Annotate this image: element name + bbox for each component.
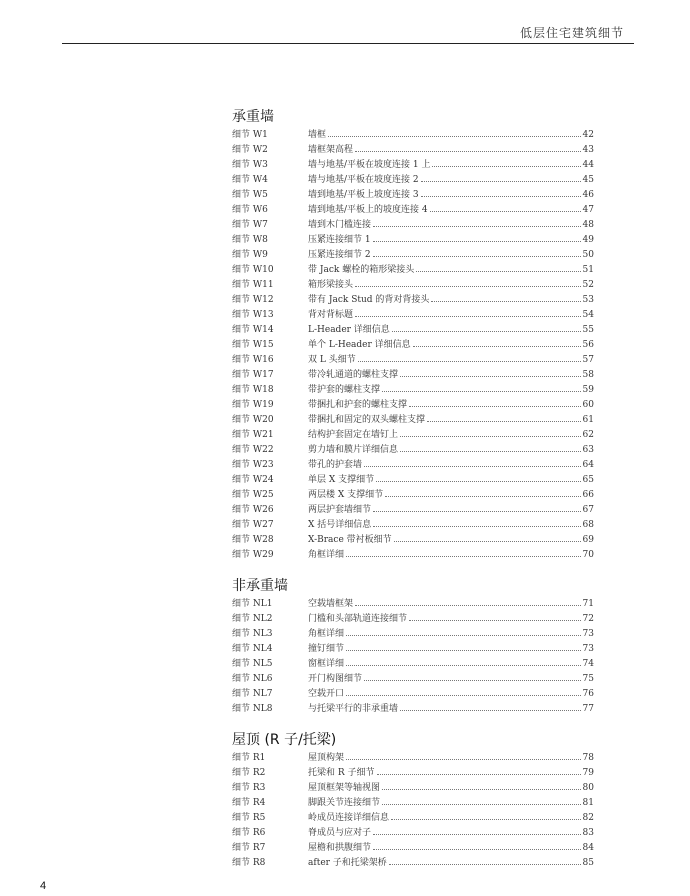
- entry-code: 细节 W18: [232, 385, 274, 395]
- dot-leader: [382, 390, 581, 392]
- entry-title: 背对背标题: [308, 310, 354, 320]
- entry-code: 细节 W8: [232, 235, 268, 245]
- entry-leader: [308, 308, 594, 323]
- dot-leader: [373, 255, 581, 257]
- dot-leader: [373, 240, 581, 242]
- entry-code: 细节 W5: [232, 190, 268, 200]
- dot-leader: [373, 833, 581, 835]
- entry-page-number: 58: [582, 370, 594, 380]
- dot-leader: [400, 375, 581, 377]
- entry-title: X 括号详细信息: [308, 520, 372, 530]
- entry-leader: [308, 642, 594, 657]
- entry-page-number: 73: [582, 644, 594, 654]
- entry-leader: [308, 218, 594, 233]
- toc-entry[interactable]: [232, 293, 594, 308]
- entry-page-number: 79: [582, 768, 594, 778]
- entry-code: 细节 R8: [232, 858, 266, 868]
- entry-code: 细节 NL3: [232, 629, 273, 639]
- entry-leader: [308, 128, 594, 143]
- entry-code: 细节 W6: [232, 205, 268, 215]
- entry-title: 岭成员连接详细信息: [308, 813, 390, 823]
- toc-entry[interactable]: [232, 308, 594, 323]
- dot-leader: [430, 210, 581, 212]
- entry-page-number: 62: [582, 430, 594, 440]
- toc-entry[interactable]: [232, 811, 594, 826]
- entry-leader: [308, 702, 594, 717]
- entry-code: 细节 W15: [232, 340, 274, 350]
- entry-code: 细节 R4: [232, 798, 266, 808]
- dot-leader: [373, 525, 580, 527]
- entry-page-number: 72: [582, 614, 594, 624]
- entry-leader: [308, 248, 594, 263]
- toc-entry[interactable]: [232, 383, 594, 398]
- entry-title: 压紧连接细节 1: [308, 235, 371, 245]
- entry-title: L-Header 详细信息: [308, 325, 390, 335]
- entry-code: 细节 NL8: [232, 704, 273, 714]
- page-number: 4: [40, 880, 47, 892]
- entry-code: 细节 R7: [232, 843, 266, 853]
- toc-entry[interactable]: [232, 443, 594, 458]
- entry-page-number: 64: [582, 460, 594, 470]
- toc-entry[interactable]: [232, 687, 594, 702]
- toc-entry[interactable]: [232, 368, 594, 383]
- entry-page-number: 65: [582, 475, 594, 485]
- dot-leader: [346, 664, 581, 666]
- entry-code: 细节 W13: [232, 310, 274, 320]
- entry-leader: [308, 627, 594, 642]
- dot-leader: [328, 135, 581, 137]
- toc-entry[interactable]: [232, 856, 594, 871]
- entry-page-number: 48: [582, 220, 594, 230]
- toc-entry[interactable]: [232, 533, 594, 548]
- entry-page-number: 80: [582, 783, 594, 793]
- entry-leader: [308, 143, 594, 158]
- toc-entry[interactable]: [232, 657, 594, 672]
- dot-leader: [346, 649, 581, 651]
- entry-code: 细节 W9: [232, 250, 268, 260]
- entry-leader: [308, 811, 594, 826]
- entry-leader: [308, 473, 594, 488]
- entry-title: 窗框详细: [308, 659, 345, 669]
- entry-title: X-Brace 带衬板细节: [308, 535, 392, 545]
- entry-title: 带捆扎和固定的双头螺柱支撑: [308, 415, 426, 425]
- entry-code: 细节 W7: [232, 220, 268, 230]
- running-header: [0, 0, 690, 48]
- entry-leader: [308, 293, 594, 308]
- toc-entry[interactable]: [232, 488, 594, 503]
- entry-page-number: 71: [582, 599, 594, 609]
- dot-leader: [392, 330, 581, 332]
- entry-code: 细节 W14: [232, 325, 274, 335]
- entry-page-number: 68: [582, 520, 594, 530]
- entry-title: 空载开口: [308, 689, 345, 699]
- dot-leader: [377, 773, 581, 775]
- toc-entry[interactable]: [232, 248, 594, 263]
- entry-title: 带有 Jack Stud 的背对背接头: [308, 295, 430, 305]
- toc-entry[interactable]: [232, 751, 594, 766]
- toc-entry[interactable]: [232, 218, 594, 233]
- entry-title: 墙与地基/平板在坡度连接 2: [308, 175, 419, 185]
- toc-entry[interactable]: [232, 473, 594, 488]
- toc-entry[interactable]: [232, 353, 594, 368]
- entry-page-number: 78: [582, 753, 594, 763]
- dot-leader: [355, 315, 581, 317]
- entry-leader: [308, 398, 594, 413]
- entry-page-number: 55: [582, 325, 594, 335]
- entry-page-number: 77: [582, 704, 594, 714]
- entry-leader: [308, 203, 594, 218]
- dot-leader: [346, 555, 581, 557]
- entry-page-number: 83: [582, 828, 594, 838]
- entry-title: 屋檐和拱腹细节: [308, 843, 372, 853]
- entry-title: 脚跟关节连接细节: [308, 798, 381, 808]
- entry-page-number: 60: [582, 400, 594, 410]
- toc-entry[interactable]: [232, 672, 594, 687]
- entry-title: 两层楼 X 支撑细节: [308, 490, 384, 500]
- entry-leader: [308, 278, 594, 293]
- entry-leader: [308, 383, 594, 398]
- entry-code: 细节 W29: [232, 550, 274, 560]
- toc-entry[interactable]: [232, 503, 594, 518]
- entry-page-number: 57: [582, 355, 594, 365]
- entry-leader: [308, 856, 594, 871]
- entry-leader: [308, 781, 594, 796]
- entry-leader: [308, 428, 594, 443]
- entry-page-number: 50: [582, 250, 594, 260]
- toc-entry[interactable]: [232, 338, 594, 353]
- dot-leader: [373, 510, 581, 512]
- entry-code: 细节 R2: [232, 768, 266, 778]
- dot-leader: [364, 679, 581, 681]
- section-heading: 非承重墙: [232, 578, 288, 594]
- dot-leader: [409, 619, 581, 621]
- entry-page-number: 70: [582, 550, 594, 560]
- dot-leader: [400, 709, 581, 711]
- dot-leader: [421, 195, 581, 197]
- dot-leader: [389, 863, 581, 865]
- entry-leader: [308, 548, 594, 563]
- entry-title: 带 Jack 螺栓的箱形梁接头: [308, 265, 415, 275]
- entry-code: 细节 W2: [232, 145, 268, 155]
- dot-leader: [346, 758, 581, 760]
- entry-code: 细节 W19: [232, 400, 274, 410]
- entry-title: 单层 X 支撑细节: [308, 475, 375, 485]
- entry-leader: [308, 188, 594, 203]
- dot-leader: [346, 694, 581, 696]
- toc-entry[interactable]: [232, 642, 594, 657]
- entry-code: 细节 W4: [232, 175, 268, 185]
- entry-leader: [308, 503, 594, 518]
- toc-entry[interactable]: [232, 413, 594, 428]
- entry-code: 细节 NL1: [232, 599, 273, 609]
- entry-title: 与托梁平行的非承重墙: [308, 704, 399, 714]
- entry-leader: [308, 612, 594, 627]
- toc-entry[interactable]: [232, 627, 594, 642]
- entry-code: 细节 R6: [232, 828, 266, 838]
- entry-page-number: 52: [582, 280, 594, 290]
- toc-entry[interactable]: [232, 263, 594, 278]
- dot-leader: [382, 788, 581, 790]
- entry-leader: [308, 766, 594, 781]
- entry-code: 细节 W27: [232, 520, 274, 530]
- entry-title: 墙到木门槛连接: [308, 220, 372, 230]
- toc-entry[interactable]: [232, 766, 594, 781]
- entry-code: 细节 R1: [232, 753, 266, 763]
- section-heading: 承重墙: [232, 109, 274, 125]
- toc-entry[interactable]: [232, 188, 594, 203]
- entry-leader: [308, 657, 594, 672]
- entry-code: 细节 NL4: [232, 644, 273, 654]
- entry-leader: [308, 263, 594, 278]
- toc-section: [232, 575, 594, 717]
- entry-title: 带冷轧通道的螺柱支撑: [308, 370, 399, 380]
- entry-leader: [308, 323, 594, 338]
- dot-leader: [400, 435, 581, 437]
- entry-page-number: 69: [582, 535, 594, 545]
- entry-title: 角框详细: [308, 629, 345, 639]
- toc-entry[interactable]: [232, 158, 594, 173]
- dot-leader: [431, 300, 580, 302]
- entry-title: after 子和托梁架桥: [308, 858, 387, 868]
- entry-leader: [308, 443, 594, 458]
- entry-code: 细节 W3: [232, 160, 268, 170]
- dot-leader: [416, 270, 580, 272]
- toc-entry[interactable]: [232, 428, 594, 443]
- toc-entry[interactable]: [232, 173, 594, 188]
- entry-code: 细节 W17: [232, 370, 274, 380]
- section-heading: 屋顶 (R 子/托梁): [232, 732, 337, 748]
- entry-page-number: 44: [582, 160, 594, 170]
- entry-page-number: 74: [582, 659, 594, 669]
- toc-entry[interactable]: [232, 143, 594, 158]
- toc-section: [232, 106, 594, 563]
- entry-page-number: 51: [582, 265, 594, 275]
- entry-code: 细节 R5: [232, 813, 266, 823]
- entry-page-number: 42: [582, 130, 594, 140]
- entry-code: 细节 W23: [232, 460, 274, 470]
- dot-leader: [421, 180, 581, 182]
- entry-title: 剪力墙和膜片详细信息: [308, 445, 399, 455]
- entry-code: 细节 NL5: [232, 659, 273, 669]
- dot-leader: [382, 803, 581, 805]
- entry-page-number: 47: [582, 205, 594, 215]
- entry-code: 细节 W22: [232, 445, 274, 455]
- entry-code: 细节 NL2: [232, 614, 273, 624]
- toc-entry[interactable]: [232, 841, 594, 856]
- entry-code: 细节 W16: [232, 355, 274, 365]
- toc-section: [232, 729, 594, 871]
- entry-title: 墙与地基/平板在坡度连接 1 上: [308, 160, 431, 170]
- entry-leader: [308, 687, 594, 702]
- entry-code: 细节 W20: [232, 415, 274, 425]
- entry-title: 托梁和 R 子细节: [308, 768, 375, 778]
- toc-entry[interactable]: [232, 796, 594, 811]
- entry-page-number: 63: [582, 445, 594, 455]
- dot-leader: [355, 285, 581, 287]
- entry-leader: [308, 173, 594, 188]
- entry-title: 箱形梁接头: [308, 280, 354, 290]
- toc-entry[interactable]: [232, 233, 594, 248]
- toc-entry[interactable]: [232, 458, 594, 473]
- dot-leader: [364, 465, 581, 467]
- entry-page-number: 85: [582, 858, 594, 868]
- dot-leader: [346, 634, 581, 636]
- entry-title: 屋顶构架: [308, 753, 345, 763]
- entry-title: 双 L 头细节: [308, 355, 356, 365]
- entry-page-number: 84: [582, 843, 594, 853]
- entry-page-number: 76: [582, 689, 594, 699]
- entry-page-number: 66: [582, 490, 594, 500]
- toc-entry[interactable]: [232, 548, 594, 563]
- entry-title: 门槛和头部轨道连接细节: [308, 614, 408, 624]
- entry-page-number: 43: [582, 145, 594, 155]
- toc-entry[interactable]: [232, 398, 594, 413]
- entry-leader: [308, 672, 594, 687]
- entry-leader: [308, 826, 594, 841]
- entry-page-number: 53: [582, 295, 594, 305]
- entry-leader: [308, 841, 594, 856]
- toc-entry[interactable]: [232, 702, 594, 717]
- entry-title: 墙到地基/平板上的坡度连接 4: [308, 205, 428, 215]
- entry-title: 空载墙框架: [308, 599, 354, 609]
- entry-title: 压紧连接细节 2: [308, 250, 371, 260]
- entry-code: 细节 W26: [232, 505, 274, 515]
- entry-title: 开门构图细节: [308, 674, 363, 684]
- entry-page-number: 81: [582, 798, 594, 808]
- entry-code: 细节 W10: [232, 265, 274, 275]
- entry-code: 细节 W1: [232, 130, 268, 140]
- dot-leader: [409, 405, 581, 407]
- header-rule: [62, 43, 634, 44]
- entry-title: 两层护套墙细节: [308, 505, 372, 515]
- entry-leader: [308, 796, 594, 811]
- entry-page-number: 67: [582, 505, 594, 515]
- dot-leader: [413, 345, 581, 347]
- entry-leader: [308, 368, 594, 383]
- dot-leader: [358, 360, 581, 362]
- entry-page-number: 49: [582, 235, 594, 245]
- toc-entry[interactable]: [232, 518, 594, 533]
- entry-leader: [308, 518, 594, 533]
- entry-page-number: 59: [582, 385, 594, 395]
- entry-leader: [308, 413, 594, 428]
- toc-entry[interactable]: [232, 826, 594, 841]
- entry-code: 细节 W24: [232, 475, 274, 485]
- entry-leader: [308, 533, 594, 548]
- entry-page-number: 82: [582, 813, 594, 823]
- entry-code: 细节 W11: [232, 280, 274, 290]
- entry-page-number: 46: [582, 190, 594, 200]
- header-title: 低层住宅建筑细节: [519, 26, 624, 40]
- toc-entry[interactable]: [232, 781, 594, 796]
- entry-title: 撞钉细节: [308, 644, 345, 654]
- entry-code: 细节 W25: [232, 490, 274, 500]
- entry-leader: [308, 597, 594, 612]
- entry-page-number: 54: [582, 310, 594, 320]
- dot-leader: [391, 818, 581, 820]
- entry-page-number: 61: [582, 415, 594, 425]
- toc-entry[interactable]: [232, 597, 594, 612]
- entry-title: 带护套的螺柱支撑: [308, 385, 381, 395]
- entry-code: 细节 NL7: [232, 689, 273, 699]
- dot-leader: [432, 165, 580, 167]
- dot-leader: [427, 420, 581, 422]
- dot-leader: [355, 604, 581, 606]
- entry-page-number: 56: [582, 340, 594, 350]
- toc-entry[interactable]: [232, 612, 594, 627]
- toc-entry[interactable]: [232, 323, 594, 338]
- entry-title: 墙框架高程: [308, 145, 354, 155]
- dot-leader: [355, 150, 581, 152]
- entry-leader: [308, 353, 594, 368]
- entry-code: 细节 W28: [232, 535, 274, 545]
- dot-leader: [373, 848, 581, 850]
- dot-leader: [385, 495, 580, 497]
- entry-title: 带孔的护套墙: [308, 460, 363, 470]
- entry-title: 单个 L-Header 详细信息: [308, 340, 411, 350]
- dot-leader: [394, 540, 581, 542]
- entry-page-number: 73: [582, 629, 594, 639]
- entry-title: 带捆扎和护套的螺柱支撑: [308, 400, 408, 410]
- table-of-contents: [232, 106, 594, 883]
- dot-leader: [376, 480, 580, 482]
- entry-leader: [308, 158, 594, 173]
- entry-code: 细节 R3: [232, 783, 266, 793]
- entry-page-number: 75: [582, 674, 594, 684]
- toc-entry[interactable]: [232, 278, 594, 293]
- entry-title: 屋顶框架等轴视图: [308, 783, 381, 793]
- entry-leader: [308, 338, 594, 353]
- dot-leader: [400, 450, 581, 452]
- entry-leader: [308, 488, 594, 503]
- toc-entry[interactable]: [232, 203, 594, 218]
- toc-entry[interactable]: [232, 128, 594, 143]
- entry-code: 细节 NL6: [232, 674, 273, 684]
- entry-title: 墙到地基/平板上坡度连接 3: [308, 190, 419, 200]
- entry-leader: [308, 751, 594, 766]
- entry-code: 细节 W12: [232, 295, 274, 305]
- entry-title: 脊成员与应对子: [308, 828, 372, 838]
- entry-title: 墙框: [308, 130, 327, 140]
- entry-code: 细节 W21: [232, 430, 274, 440]
- entry-title: 结构护套固定在墙钉上: [308, 430, 399, 440]
- entry-page-number: 45: [582, 175, 594, 185]
- entry-leader: [308, 233, 594, 248]
- entry-title: 角框详细: [308, 550, 345, 560]
- entry-leader: [308, 458, 594, 473]
- dot-leader: [373, 225, 581, 227]
